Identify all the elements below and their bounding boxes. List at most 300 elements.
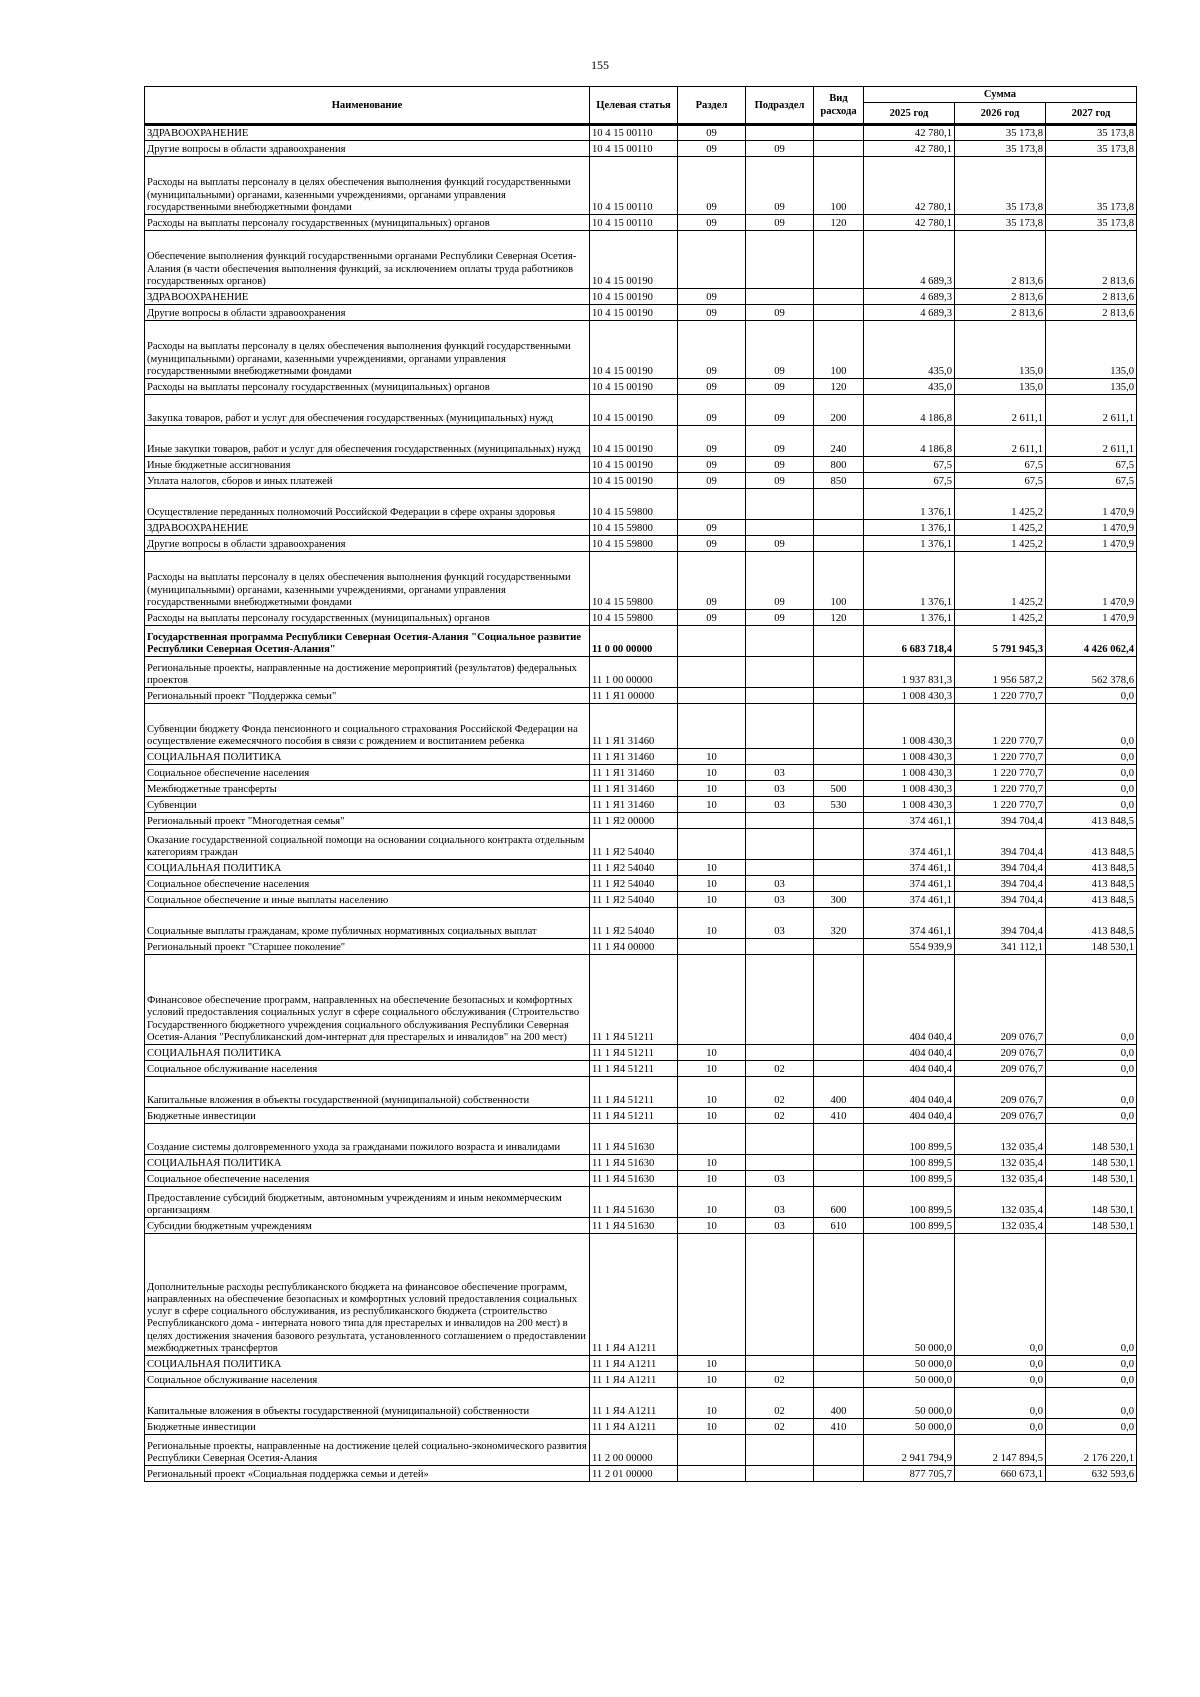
table-row [145, 704, 1137, 749]
row-expense-type: 610 [814, 1218, 864, 1234]
row-sum-2026: 135,0 [955, 321, 1046, 379]
row-section: 10 [678, 1419, 746, 1435]
row-subsection [746, 688, 814, 704]
row-sum-2027: 1 470,9 [1046, 552, 1137, 610]
row-subsection [746, 231, 814, 289]
row-name: Уплата налогов, сборов и иных платежей [145, 473, 590, 489]
row-sum-2027: 35 173,8 [1046, 157, 1137, 215]
row-sum-2026: 1 425,2 [955, 610, 1046, 626]
row-subsection [746, 520, 814, 536]
row-section: 10 [678, 1356, 746, 1372]
row-section: 09 [678, 379, 746, 395]
row-section [678, 626, 746, 657]
row-name: Оказание государственной социальной помощи на основании социального контракта отдельным категориям граждан [145, 829, 590, 860]
row-target-code: 10 4 15 59800 [590, 610, 678, 626]
row-subsection [746, 1234, 814, 1356]
header-year-2025: 2025 год [864, 103, 955, 125]
row-target-code: 11 1 Я2 54040 [590, 908, 678, 939]
row-section [678, 955, 746, 1045]
row-expense-type: 600 [814, 1187, 864, 1218]
row-sum-2026: 67,5 [955, 473, 1046, 489]
row-name: Региональный проект "Многодетная семья" [145, 813, 590, 829]
row-target-code: 11 1 Я1 31460 [590, 781, 678, 797]
row-section: 10 [678, 1077, 746, 1108]
row-name: Расходы на выплаты персоналу государственных (муниципальных) органов [145, 379, 590, 395]
row-sum-2026: 0,0 [955, 1419, 1046, 1435]
row-expense-type [814, 860, 864, 876]
table-row [145, 908, 1137, 939]
row-subsection: 02 [746, 1108, 814, 1124]
row-sum-2025: 42 780,1 [864, 125, 955, 141]
row-section: 09 [678, 610, 746, 626]
row-sum-2025: 374 461,1 [864, 876, 955, 892]
header-section: Раздел [678, 87, 746, 125]
row-sum-2025: 4 689,3 [864, 305, 955, 321]
row-section: 10 [678, 1187, 746, 1218]
row-subsection: 03 [746, 1171, 814, 1187]
row-name: Социальное обеспечение населения [145, 876, 590, 892]
row-sum-2026: 209 076,7 [955, 955, 1046, 1045]
row-expense-type [814, 657, 864, 688]
row-sum-2025: 50 000,0 [864, 1388, 955, 1419]
row-subsection [746, 1124, 814, 1155]
row-sum-2025: 1 008 430,3 [864, 781, 955, 797]
row-sum-2026: 132 035,4 [955, 1171, 1046, 1187]
row-subsection: 09 [746, 552, 814, 610]
row-subsection [746, 1045, 814, 1061]
row-sum-2025: 374 461,1 [864, 908, 955, 939]
row-sum-2026: 132 035,4 [955, 1155, 1046, 1171]
row-subsection [746, 1466, 814, 1482]
row-subsection: 09 [746, 379, 814, 395]
row-sum-2026: 35 173,8 [955, 215, 1046, 231]
row-name: Расходы на выплаты персоналу государственных (муниципальных) органов [145, 215, 590, 231]
row-sum-2025: 42 780,1 [864, 141, 955, 157]
header-subsection: Подраздел [746, 87, 814, 125]
row-expense-type [814, 536, 864, 552]
table-row [145, 626, 1137, 657]
table-row [145, 688, 1137, 704]
row-section: 10 [678, 892, 746, 908]
row-sum-2025: 1 008 430,3 [864, 797, 955, 813]
row-subsection [746, 1155, 814, 1171]
row-subsection: 09 [746, 610, 814, 626]
row-expense-type: 800 [814, 457, 864, 473]
row-section [678, 1124, 746, 1155]
row-target-code: 11 2 00 00000 [590, 1435, 678, 1466]
row-sum-2027: 0,0 [1046, 1372, 1137, 1388]
row-section: 10 [678, 908, 746, 939]
row-name: Государственная программа Республики Северная Осетия-Алания "Социальное развитие Республики Северная Осетия-Алания" [145, 626, 590, 657]
table-row [145, 379, 1137, 395]
row-name: Социальное обслуживание населения [145, 1061, 590, 1077]
row-sum-2026: 2 813,6 [955, 231, 1046, 289]
row-name: Дополнительные расходы республиканского бюджета на финансовое обеспечение программ, направленных на обеспечение безопасных и комфортных условий предоставления социальных услуг в сфере социального обслуживания, из республиканского бюджета (строительство Республиканского дома - интерната нового типа для престарелых и инвалидов на 200 мест) в целях достижения значения базового результата, установленного соглашением о предоставлении межбюджетных трансфертов [145, 1234, 590, 1356]
row-expense-type [814, 829, 864, 860]
row-name: Социальное обеспечение населения [145, 765, 590, 781]
budget-table [144, 86, 1137, 1482]
row-expense-type: 320 [814, 908, 864, 939]
row-sum-2027: 2 176 220,1 [1046, 1435, 1137, 1466]
row-sum-2025: 4 689,3 [864, 231, 955, 289]
row-sum-2026: 0,0 [955, 1388, 1046, 1419]
row-target-code: 10 4 15 00190 [590, 395, 678, 426]
table-row [145, 1045, 1137, 1061]
row-expense-type [814, 876, 864, 892]
row-target-code: 11 1 Я1 31460 [590, 765, 678, 781]
row-sum-2025: 435,0 [864, 321, 955, 379]
row-target-code: 11 1 Я2 54040 [590, 860, 678, 876]
table-row [145, 939, 1137, 955]
row-expense-type: 120 [814, 215, 864, 231]
row-sum-2026: 394 704,4 [955, 829, 1046, 860]
row-subsection: 02 [746, 1388, 814, 1419]
table-row [145, 1372, 1137, 1388]
row-section: 10 [678, 1108, 746, 1124]
row-section: 10 [678, 1171, 746, 1187]
row-subsection: 03 [746, 1218, 814, 1234]
table-row [145, 797, 1137, 813]
row-subsection: 09 [746, 321, 814, 379]
table-row [145, 1061, 1137, 1077]
row-sum-2027: 148 530,1 [1046, 939, 1137, 955]
row-section: 09 [678, 473, 746, 489]
row-expense-type [814, 1171, 864, 1187]
row-expense-type [814, 1356, 864, 1372]
row-expense-type: 410 [814, 1419, 864, 1435]
row-sum-2027: 0,0 [1046, 1061, 1137, 1077]
row-expense-type: 100 [814, 552, 864, 610]
row-sum-2027: 35 173,8 [1046, 125, 1137, 141]
row-sum-2027: 135,0 [1046, 321, 1137, 379]
row-subsection: 09 [746, 215, 814, 231]
row-expense-type [814, 1466, 864, 1482]
row-section [678, 704, 746, 749]
row-subsection [746, 657, 814, 688]
row-name: Социальные выплаты гражданам, кроме публичных нормативных социальных выплат [145, 908, 590, 939]
row-name: ЗДРАВООХРАНЕНИЕ [145, 289, 590, 305]
row-sum-2025: 4 689,3 [864, 289, 955, 305]
row-section [678, 939, 746, 955]
row-section: 10 [678, 1155, 746, 1171]
row-target-code: 11 1 00 00000 [590, 657, 678, 688]
row-name: Региональные проекты, направленные на достижение целей социально-экономического развития Республики Северная Осетия-Алания [145, 1435, 590, 1466]
row-name: Социальное обеспечение населения [145, 1171, 590, 1187]
row-section: 09 [678, 141, 746, 157]
row-name: Субвенции бюджету Фонда пенсионного и социального страхования Российской Федерации на осуществление ежемесячного пособия в связи с рождением и воспитанием ребенка [145, 704, 590, 749]
row-sum-2025: 1 376,1 [864, 489, 955, 520]
table-row [145, 657, 1137, 688]
row-sum-2025: 42 780,1 [864, 157, 955, 215]
row-sum-2027: 413 848,5 [1046, 813, 1137, 829]
table-row [145, 1388, 1137, 1419]
row-section: 10 [678, 781, 746, 797]
header-name: Наименование [145, 87, 590, 125]
row-sum-2025: 4 186,8 [864, 395, 955, 426]
table-row [145, 860, 1137, 876]
row-sum-2026: 394 704,4 [955, 813, 1046, 829]
row-section: 10 [678, 1372, 746, 1388]
row-sum-2026: 1 220 770,7 [955, 688, 1046, 704]
row-name: СОЦИАЛЬНАЯ ПОЛИТИКА [145, 1155, 590, 1171]
row-sum-2027: 148 530,1 [1046, 1155, 1137, 1171]
row-name: Капитальные вложения в объекты государственной (муниципальной) собственности [145, 1388, 590, 1419]
row-sum-2026: 135,0 [955, 379, 1046, 395]
row-subsection [746, 289, 814, 305]
row-name: Расходы на выплаты персоналу в целях обеспечения выполнения функций государственными (муниципальными) органами, казенными учреждениями, органами управления государственными внебюджетными фондами [145, 157, 590, 215]
row-sum-2027: 0,0 [1046, 704, 1137, 749]
row-name: Обеспечение выполнения функций государственными органами Республики Северная Осетия-Алания (в части обеспечения выполнения функций, за исключением оплаты труда работников государственных органов) [145, 231, 590, 289]
row-sum-2026: 1 220 770,7 [955, 797, 1046, 813]
row-name: Другие вопросы в области здравоохранения [145, 141, 590, 157]
row-name: Региональный проект "Старшее поколение" [145, 939, 590, 955]
header-sum: Сумма [864, 87, 1137, 103]
row-target-code: 11 2 01 00000 [590, 1466, 678, 1482]
row-sum-2025: 42 780,1 [864, 215, 955, 231]
row-target-code: 10 4 15 59800 [590, 520, 678, 536]
row-subsection [746, 955, 814, 1045]
table-row [145, 955, 1137, 1045]
table-row [145, 1108, 1137, 1124]
row-sum-2026: 209 076,7 [955, 1077, 1046, 1108]
table-row [145, 1435, 1137, 1466]
row-sum-2025: 1 376,1 [864, 520, 955, 536]
row-target-code: 11 1 Я2 54040 [590, 876, 678, 892]
row-target-code: 10 4 15 00190 [590, 305, 678, 321]
row-sum-2025: 50 000,0 [864, 1234, 955, 1356]
row-sum-2027: 148 530,1 [1046, 1171, 1137, 1187]
row-target-code: 10 4 15 00190 [590, 321, 678, 379]
row-target-code: 11 1 Я4 51630 [590, 1187, 678, 1218]
row-sum-2027: 148 530,1 [1046, 1124, 1137, 1155]
row-sum-2027: 632 593,6 [1046, 1466, 1137, 1482]
table-row [145, 813, 1137, 829]
row-expense-type: 530 [814, 797, 864, 813]
table-row [145, 321, 1137, 379]
row-sum-2026: 1 220 770,7 [955, 781, 1046, 797]
row-expense-type: 850 [814, 473, 864, 489]
row-target-code: 11 0 00 00000 [590, 626, 678, 657]
row-sum-2026: 1 425,2 [955, 536, 1046, 552]
row-name: ЗДРАВООХРАНЕНИЕ [145, 520, 590, 536]
table-row [145, 489, 1137, 520]
row-sum-2025: 67,5 [864, 473, 955, 489]
row-name: Закупка товаров, работ и услуг для обеспечения государственных (муниципальных) нужд [145, 395, 590, 426]
row-expense-type [814, 305, 864, 321]
table-row [145, 1187, 1137, 1218]
row-target-code: 11 1 Я1 31460 [590, 704, 678, 749]
row-sum-2027: 0,0 [1046, 797, 1137, 813]
row-expense-type: 100 [814, 157, 864, 215]
row-expense-type [814, 765, 864, 781]
row-name: Региональный проект "Поддержка семьи" [145, 688, 590, 704]
row-subsection: 03 [746, 908, 814, 939]
row-sum-2025: 100 899,5 [864, 1124, 955, 1155]
row-sum-2026: 209 076,7 [955, 1061, 1046, 1077]
row-subsection: 09 [746, 157, 814, 215]
row-name: ЗДРАВООХРАНЕНИЕ [145, 125, 590, 141]
row-sum-2025: 50 000,0 [864, 1372, 955, 1388]
row-section: 10 [678, 1388, 746, 1419]
row-sum-2025: 50 000,0 [864, 1356, 955, 1372]
row-sum-2025: 1 008 430,3 [864, 749, 955, 765]
table-row [145, 125, 1137, 141]
row-name: Социальное обслуживание населения [145, 1372, 590, 1388]
row-section: 10 [678, 1061, 746, 1077]
row-name: Иные закупки товаров, работ и услуг для обеспечения государственных (муниципальных) нужд [145, 426, 590, 457]
row-sum-2025: 1 008 430,3 [864, 688, 955, 704]
row-section [678, 231, 746, 289]
row-subsection [746, 1356, 814, 1372]
row-name: Другие вопросы в области здравоохранения [145, 305, 590, 321]
row-sum-2025: 877 705,7 [864, 1466, 955, 1482]
row-sum-2025: 1 376,1 [864, 610, 955, 626]
row-sum-2025: 374 461,1 [864, 892, 955, 908]
row-section [678, 489, 746, 520]
row-target-code: 11 1 Я4 51630 [590, 1218, 678, 1234]
table-row [145, 426, 1137, 457]
row-expense-type [814, 955, 864, 1045]
table-row [145, 1356, 1137, 1372]
row-target-code: 10 4 15 00110 [590, 157, 678, 215]
row-target-code: 11 1 Я4 51211 [590, 1077, 678, 1108]
row-sum-2025: 67,5 [864, 457, 955, 473]
row-sum-2027: 2 611,1 [1046, 426, 1137, 457]
row-sum-2026: 1 220 770,7 [955, 704, 1046, 749]
row-sum-2027: 67,5 [1046, 473, 1137, 489]
table-row [145, 473, 1137, 489]
row-sum-2025: 2 941 794,9 [864, 1435, 955, 1466]
row-sum-2027: 0,0 [1046, 1077, 1137, 1108]
row-sum-2027: 562 378,6 [1046, 657, 1137, 688]
row-name: Другие вопросы в области здравоохранения [145, 536, 590, 552]
table-row [145, 289, 1137, 305]
row-sum-2026: 209 076,7 [955, 1108, 1046, 1124]
row-subsection: 03 [746, 765, 814, 781]
row-section [678, 688, 746, 704]
row-name: Расходы на выплаты персоналу в целях обеспечения выполнения функций государственными (муниципальными) органами, казенными учреждениями, органами управления государственными внебюджетными фондами [145, 552, 590, 610]
row-sum-2026: 2 147 894,5 [955, 1435, 1046, 1466]
row-expense-type: 400 [814, 1077, 864, 1108]
row-name: Расходы на выплаты персоналу в целях обеспечения выполнения функций государственными (муниципальными) органами, казенными учреждениями, органами управления государственными внебюджетными фондами [145, 321, 590, 379]
header-target: Целевая статья [590, 87, 678, 125]
row-expense-type: 100 [814, 321, 864, 379]
row-target-code: 10 4 15 00190 [590, 457, 678, 473]
row-sum-2025: 4 186,8 [864, 426, 955, 457]
table-row [145, 1419, 1137, 1435]
row-expense-type [814, 688, 864, 704]
row-section: 09 [678, 125, 746, 141]
row-sum-2027: 0,0 [1046, 1108, 1137, 1124]
row-expense-type [814, 1045, 864, 1061]
row-sum-2026: 0,0 [955, 1372, 1046, 1388]
row-target-code: 11 1 Я4 51630 [590, 1124, 678, 1155]
row-name: Финансовое обеспечение программ, направленных на обеспечение безопасных и комфортных условий предоставления социальных услуг в сфере социального обслуживания (Строительство Государственного бюджетного учреждения социального обслуживания Республики Северная Осетия-Алания "Республиканский дом-интернат для престарелых и инвалидов" на 200 мест) [145, 955, 590, 1045]
row-sum-2026: 35 173,8 [955, 125, 1046, 141]
row-target-code: 11 1 Я1 31460 [590, 749, 678, 765]
row-expense-type: 400 [814, 1388, 864, 1419]
table-row [145, 215, 1137, 231]
row-section [678, 829, 746, 860]
table-row [145, 610, 1137, 626]
row-expense-type [814, 141, 864, 157]
row-target-code: 10 4 15 00110 [590, 141, 678, 157]
table-row [145, 1077, 1137, 1108]
row-section: 10 [678, 749, 746, 765]
row-expense-type [814, 813, 864, 829]
row-subsection: 03 [746, 1187, 814, 1218]
row-sum-2027: 148 530,1 [1046, 1218, 1137, 1234]
table-row [145, 395, 1137, 426]
row-target-code: 11 1 Я4 51211 [590, 1061, 678, 1077]
row-expense-type [814, 1372, 864, 1388]
row-sum-2025: 100 899,5 [864, 1171, 955, 1187]
row-expense-type [814, 489, 864, 520]
row-target-code: 11 1 Я4 А1211 [590, 1234, 678, 1356]
row-subsection: 02 [746, 1077, 814, 1108]
row-target-code: 11 1 Я4 51630 [590, 1171, 678, 1187]
row-target-code: 11 1 Я4 А1211 [590, 1388, 678, 1419]
row-sum-2026: 2 611,1 [955, 395, 1046, 426]
row-sum-2026: 132 035,4 [955, 1218, 1046, 1234]
row-target-code: 11 1 Я4 51211 [590, 955, 678, 1045]
row-sum-2026: 67,5 [955, 457, 1046, 473]
row-name: СОЦИАЛЬНАЯ ПОЛИТИКА [145, 860, 590, 876]
row-name: Создание системы долговременного ухода за гражданами пожилого возраста и инвалидами [145, 1124, 590, 1155]
row-sum-2027: 0,0 [1046, 765, 1137, 781]
row-sum-2027: 0,0 [1046, 1388, 1137, 1419]
row-target-code: 10 4 15 00110 [590, 125, 678, 141]
row-sum-2025: 374 461,1 [864, 813, 955, 829]
row-name: СОЦИАЛЬНАЯ ПОЛИТИКА [145, 749, 590, 765]
row-subsection: 02 [746, 1061, 814, 1077]
row-sum-2025: 100 899,5 [864, 1155, 955, 1171]
row-subsection [746, 626, 814, 657]
row-section: 09 [678, 305, 746, 321]
row-expense-type [814, 125, 864, 141]
row-sum-2026: 1 425,2 [955, 489, 1046, 520]
row-target-code: 10 4 15 59800 [590, 489, 678, 520]
row-sum-2026: 341 112,1 [955, 939, 1046, 955]
row-subsection [746, 939, 814, 955]
row-sum-2027: 0,0 [1046, 1045, 1137, 1061]
row-expense-type [814, 1234, 864, 1356]
row-sum-2026: 1 220 770,7 [955, 765, 1046, 781]
row-sum-2027: 35 173,8 [1046, 215, 1137, 231]
row-sum-2025: 6 683 718,4 [864, 626, 955, 657]
table-row [145, 1234, 1137, 1356]
row-sum-2025: 404 040,4 [864, 1061, 955, 1077]
row-target-code: 11 1 Я4 А1211 [590, 1356, 678, 1372]
row-sum-2026: 394 704,4 [955, 908, 1046, 939]
row-section: 09 [678, 520, 746, 536]
row-sum-2025: 1 008 430,3 [864, 704, 955, 749]
row-section: 09 [678, 426, 746, 457]
row-section: 09 [678, 395, 746, 426]
row-sum-2027: 4 426 062,4 [1046, 626, 1137, 657]
row-name: Бюджетные инвестиции [145, 1108, 590, 1124]
table-row [145, 829, 1137, 860]
row-expense-type [814, 231, 864, 289]
table-row [145, 765, 1137, 781]
row-sum-2026: 209 076,7 [955, 1045, 1046, 1061]
row-target-code: 11 1 Я2 00000 [590, 813, 678, 829]
row-subsection: 09 [746, 473, 814, 489]
row-sum-2027: 413 848,5 [1046, 829, 1137, 860]
row-section [678, 1466, 746, 1482]
row-subsection: 09 [746, 457, 814, 473]
table-row [145, 305, 1137, 321]
